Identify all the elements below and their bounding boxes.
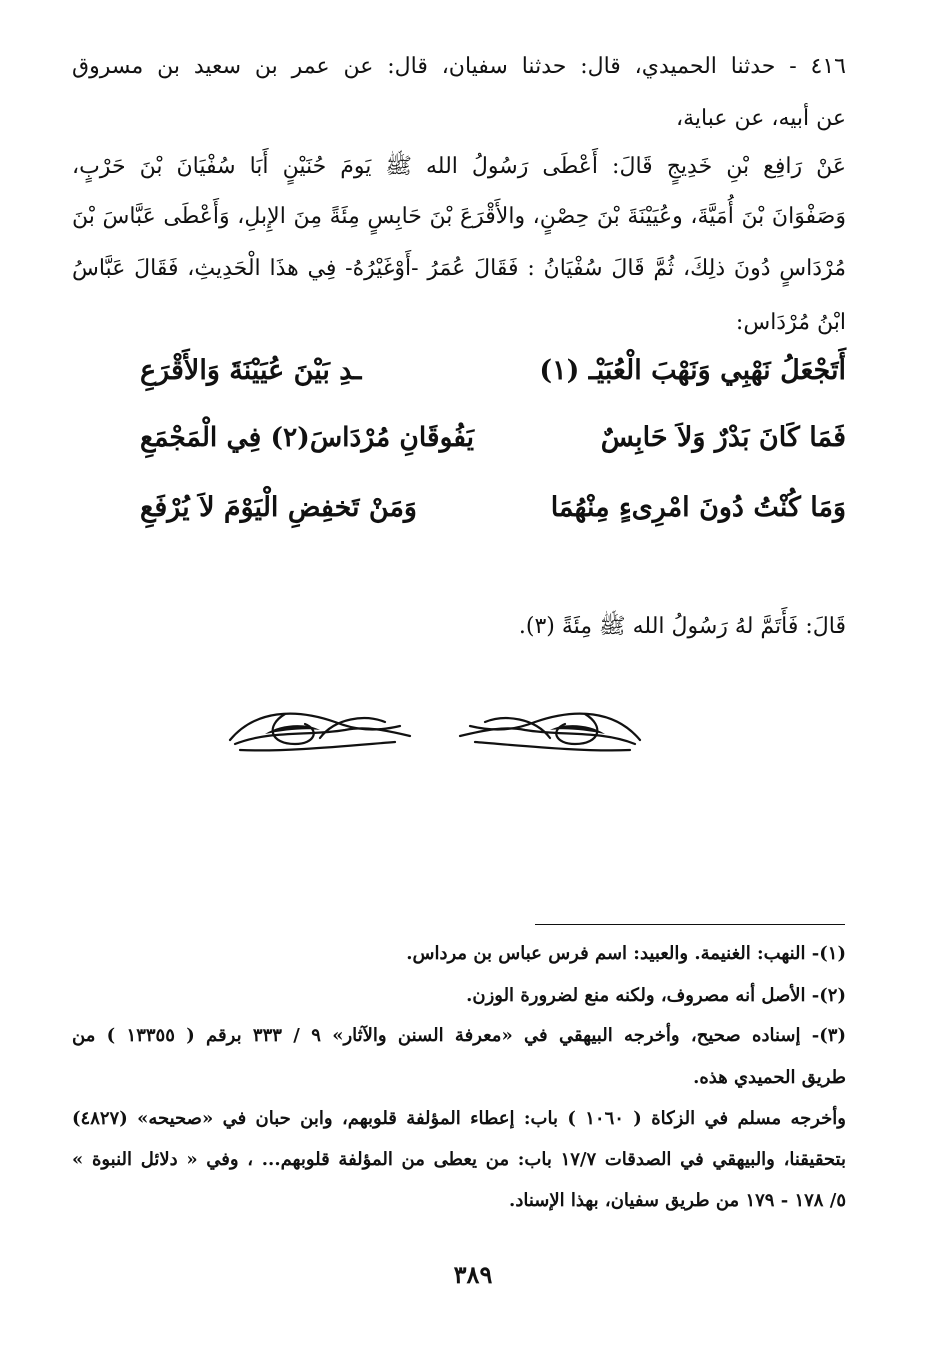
hadith-body-line-3: مُرْدَاسٍ دُونَ ذلِكَ، ثُمَّ قَالَ سُفْيَانُ : فَقَالَ عُمَرُ -أَوْغَيْرُهُ- فِي هذَا الْحَدِيثِ، فَقَالَ عَبَّاسُ (72, 256, 846, 281)
hadith-body-line-4: ابْنُ مُرْدَاس: (735, 310, 846, 335)
hadith-body-line-2: وَصَفْوَانَ بْنَ أُمَيَّةَ، وعُيَيْنَةَ بْنَ حِصْنٍ، والأَقْرَعَ بْنَ حَابِسٍ مِئَةً مِنَ الإِبلِ، وَأَعْطَى عَبَّاسَ بْنَ (72, 204, 846, 229)
decorative-ornament-icon (225, 700, 645, 758)
hadith-header-line-2: عن أبيه، عن عباية، (676, 106, 846, 131)
footnote-separator (535, 924, 845, 925)
poem-verse-3-first-hemistich: وَمَا كُنْتُ دُونَ امْرِىءٍ مِنْهُمَا (550, 492, 846, 523)
hadith-header-line-1: ٤١٦ - حدثنا الحميدي، قال: حدثنا سفيان، قال: عن عمر بن سعيد بن مسروق (72, 54, 846, 79)
poem-verse-1-second-hemistich: ـدِ بَيْنَ عُيَيْنَةَ وَالأَقْرَعِ (140, 355, 362, 386)
poem-verse-3 (140, 492, 846, 532)
footnote-3-line-4: بتحقيقنا، والبيهقي في الصدقات ١٧/٧ باب: من يعطى من المؤلفة قلوبهم... ، وفي « دلائل النبوة » (72, 1149, 846, 1170)
footnote-3-line-2: طريق الحميدي هذه. (693, 1067, 846, 1088)
footnote-3-line-1: (٣)- إسناده صحيح، وأخرجه البيهقي في «معرفة السنن والآثار» ٩ / ٣٣٣ برقم ( ١٣٣٥٥ ) من (72, 1025, 846, 1046)
footnote-1: (١)- النهب: الغنيمة. والعبيد: اسم فرس عباس بن مرداس. (406, 943, 846, 964)
poem-verse-2-first-hemistich: فَمَا كَانَ بَدْرٌ وَلاَ حَابِسٌ (600, 422, 846, 453)
hadith-body-line-1: عَنْ رَافِع بْنِ خَدِيجٍ قَالَ: أَعْطَى رَسُولُ الله ﷺ يَومَ حُنَيْنٍ أَبَا سُفْيَانَ بْنَ حَرْبٍ، (72, 154, 846, 179)
poem-verse-2 (140, 422, 846, 462)
poem-verse-1-first-hemistich: أَتَجْعَلُ نَهْبِي وَنَهْبَ الْعُبَيْـ (١) (539, 355, 846, 386)
hadith-closing-line: قَالَ: فَأَتَمَّ لهُ رَسُولُ الله ﷺ مِئَةً (٣). (518, 614, 846, 639)
poem-verse-1 (140, 355, 846, 395)
footnote-3-line-5: ٥/ ١٧٨ - ١٧٩ من طريق سفيان، بهذا الإسناد. (509, 1190, 846, 1211)
page-number: ٣٨٩ (453, 1260, 493, 1289)
footnote-2: (٢)- الأصل أنه مصروف، ولكنه منع لضرورة الوزن. (466, 985, 846, 1006)
poem-verse-3-second-hemistich: وَمَنْ تَخفِضِ الْيَوْمَ لاَ يُرْفَعِ (140, 492, 417, 523)
poem-verse-2-second-hemistich: يَفُوقَانِ مُرْدَاسَ(٢) فِي الْمَجْمَعِ (140, 422, 475, 453)
footnote-3-line-3: وأخرجه مسلم في الزكاة ( ١٠٦٠ ) باب: إعطاء المؤلفة قلوبهم، وابن حبان في «صحيحه» (٤٨٢٧) (72, 1108, 846, 1129)
